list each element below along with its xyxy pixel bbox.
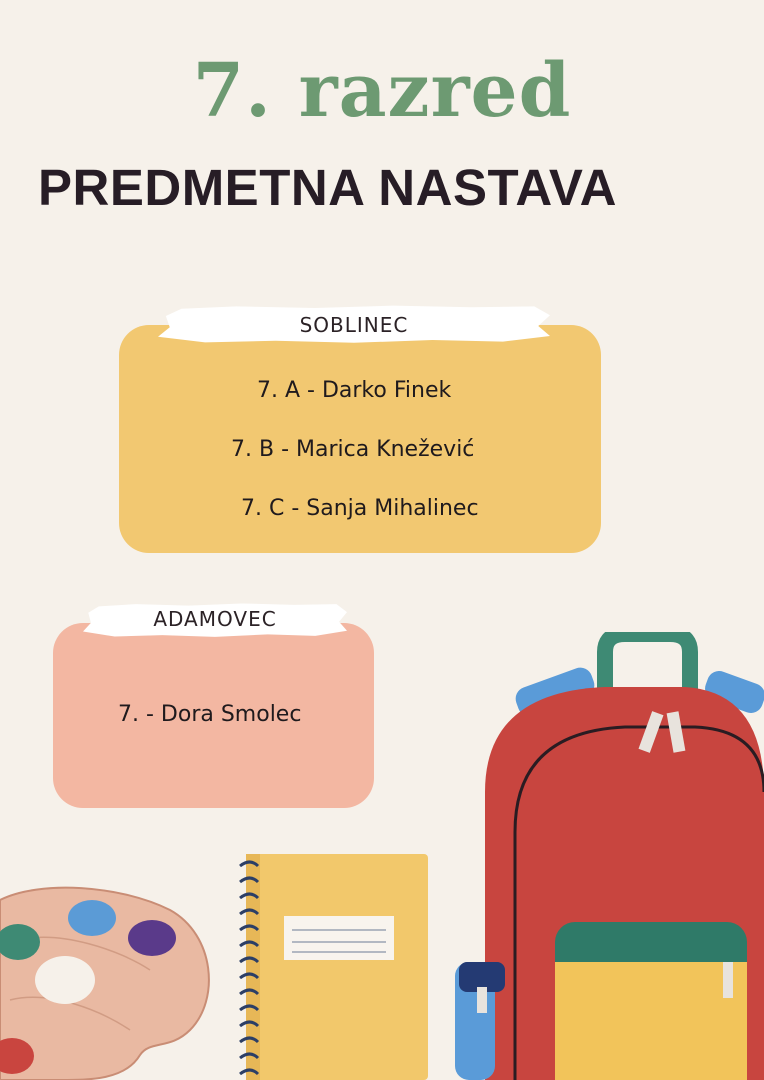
page-title: 7. razred bbox=[192, 48, 572, 134]
paint-palette-icon bbox=[0, 880, 215, 1080]
school-backpack-icon bbox=[455, 632, 764, 1080]
soblinec-label: SOBLINEC bbox=[299, 313, 409, 337]
spiral-notebook-icon bbox=[236, 854, 432, 1080]
class-line-7b: 7. B - Marica Knežević bbox=[231, 437, 475, 462]
class-line-7c: 7. C - Sanja Mihalinec bbox=[241, 496, 479, 521]
class-line-7: 7. - Dora Smolec bbox=[118, 702, 302, 727]
class-line-7a: 7. A - Darko Finek bbox=[257, 378, 452, 403]
page-subtitle: PREDMETNA NASTAVA bbox=[38, 159, 617, 216]
adamovec-label: ADAMOVEC bbox=[153, 607, 277, 631]
